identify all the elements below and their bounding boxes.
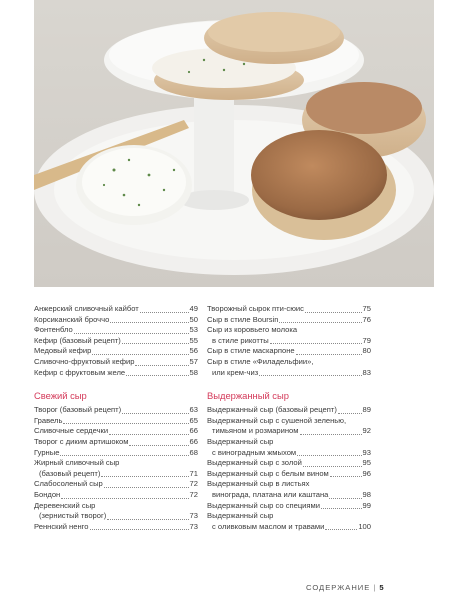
toc-leader-dots: [61, 498, 188, 499]
toc-entry-title: (зернистый творог): [39, 511, 107, 521]
toc-entry-page: 49: [189, 304, 198, 313]
toc-entry: [34, 479, 198, 490]
toc-entry: [34, 405, 198, 416]
toc-entry: [34, 469, 198, 480]
toc-entry: [207, 304, 371, 315]
toc-leader-dots: [321, 508, 362, 509]
toc-entry-title: Сыр в стиле Boursin: [207, 314, 279, 324]
toc-entry-page: 75: [362, 304, 371, 313]
toc-entry-page: 96: [362, 468, 371, 478]
toc-entry-title: Сыр в стиле маскарпоне: [207, 346, 295, 356]
toc-entry-title: Сыр в стиле «Филадельфии»,: [207, 356, 314, 366]
toc-entry: [207, 336, 371, 347]
toc-entry-title: Кефир (базовый рецепт): [34, 335, 121, 345]
toc-entry-title: Выдержанный сыр с белым вином: [207, 468, 329, 478]
toc-leader-dots: [300, 434, 362, 435]
toc-entry-title: Выдержанный сыр с золой: [207, 458, 302, 468]
toc-entry-title: Творожный сырок пти-сюис: [207, 304, 304, 313]
toc-entry: [207, 405, 371, 416]
toc-leader-dots: [270, 343, 362, 344]
toc-entry-page: 56: [189, 346, 198, 356]
toc-leader-dots: [330, 476, 362, 477]
toc-entry-title: Выдержанный сыр: [207, 436, 274, 446]
toc-entry: [207, 479, 371, 490]
toc-entry-title: Выдержанный сыр: [207, 511, 274, 521]
toc-section-heading: Свежий сыр: [34, 390, 87, 402]
toc-entry: [34, 448, 198, 459]
toc-leader-dots: [63, 423, 188, 424]
toc-leader-dots: [135, 365, 188, 366]
toc-leader-dots: [303, 466, 362, 467]
toc-section-heading: Выдержанный сыр: [207, 390, 289, 402]
toc-entry: [34, 511, 198, 522]
toc-entry-page: 76: [362, 314, 371, 324]
toc-entry: [207, 426, 371, 437]
toc-entry-title: Сливочно-фруктовый кефир: [34, 356, 135, 366]
toc-entry: [34, 501, 198, 512]
toc-entry-page: 89: [362, 405, 371, 415]
toc-entry: [34, 325, 198, 336]
toc-entry-page: 100: [358, 521, 371, 531]
toc-leader-dots: [110, 322, 188, 323]
toc-entry: [207, 368, 371, 379]
toc-leader-dots: [329, 498, 361, 499]
toc-entry-title: в стиле рикотты: [212, 335, 269, 345]
toc-entry-page: 58: [189, 367, 198, 377]
toc-entry: [34, 315, 198, 326]
toc-leader-dots: [129, 445, 188, 446]
toc-entry: [207, 437, 371, 448]
toc-entry: [207, 501, 371, 512]
toc-leader-dots: [297, 455, 361, 456]
toc-entry-title: тимьяном и розмарином: [212, 426, 299, 436]
toc-leader-dots: [109, 434, 188, 435]
toc-leader-dots: [101, 476, 188, 477]
toc-leader-dots: [279, 322, 361, 323]
toc-entry: [34, 490, 198, 501]
toc-entry: [207, 357, 371, 368]
page-number: 5: [379, 583, 384, 592]
toc-entry: [207, 469, 371, 480]
toc-entry-title: Жирный сливочный сыр: [34, 458, 120, 468]
toc-leader-dots: [122, 413, 188, 414]
toc-entry: [34, 416, 198, 427]
cheese-photo: [34, 0, 434, 287]
toc-entry: [34, 368, 198, 379]
toc-entry: [34, 336, 198, 347]
toc-entry-title: Сыр из коровьего молока: [207, 325, 298, 335]
toc-entry-title: (базовый рецепт): [39, 468, 101, 478]
toc-leader-dots: [296, 354, 362, 355]
toc-entry-title: Слабосоленый сыр: [34, 479, 103, 489]
toc-entry-title: Реннский ненго: [34, 521, 89, 531]
toc-entry: [207, 522, 371, 533]
toc-entry-title: Фонтенбло: [34, 325, 73, 335]
footer-separator: |: [373, 583, 377, 592]
toc-leader-dots: [90, 529, 189, 530]
toc-entry: [207, 511, 371, 522]
toc-entry-title: Гурные: [34, 447, 60, 457]
toc-leader-dots: [104, 487, 189, 488]
toc-leader-dots: [305, 312, 362, 313]
toc-entry-page: 93: [362, 447, 371, 457]
toc-entry: [34, 426, 198, 437]
toc-entry: [207, 490, 371, 501]
toc-entry-title: Медовый кефир: [34, 346, 92, 356]
toc-right-column: [207, 304, 371, 532]
toc-entry: [34, 522, 198, 533]
toc-entry-page: 53: [189, 325, 198, 335]
toc-entry-page: 99: [362, 500, 371, 510]
toc-entry-page: 98: [362, 489, 371, 499]
toc-entry: [34, 304, 198, 315]
toc-entry-title: с оливковым маслом и травами: [212, 521, 325, 531]
toc-leader-dots: [259, 375, 361, 376]
toc-entry-title: Творог с диким артишоком: [34, 436, 129, 446]
toc-entry-title: Выдержанный сыр с сушеной зеленью,: [207, 415, 347, 425]
toc-entry-title: Деревенский сыр: [34, 500, 96, 510]
toc-leader-dots: [126, 375, 188, 376]
toc-entry-title: Гравель: [34, 415, 63, 425]
toc-entry-title: или крем-чиз: [212, 367, 259, 377]
toc-entry-page: 66: [189, 426, 198, 436]
toc-entry-page: 95: [362, 458, 371, 468]
toc-entry-page: 83: [362, 367, 371, 377]
toc-entry-page: 72: [189, 479, 198, 489]
toc-entry: [34, 437, 198, 448]
toc-entry: [34, 357, 198, 368]
toc-left-column: [34, 304, 198, 532]
toc-entry-page: 73: [189, 521, 198, 531]
toc-leader-dots: [325, 529, 357, 530]
toc-entry: [207, 325, 371, 336]
toc-leader-dots: [140, 312, 189, 313]
toc-entry: [34, 346, 198, 357]
toc-leader-dots: [107, 519, 188, 520]
footer-label: СОДЕРЖАНИЕ: [306, 583, 371, 592]
toc-entry-title: Выдержанный сыр (базовый рецепт): [207, 405, 337, 415]
toc-entry-page: 79: [362, 335, 371, 345]
toc-entry-title: Анжерский сливочный кайбот: [34, 304, 139, 313]
toc-entry: [207, 448, 371, 459]
toc-leader-dots: [92, 354, 188, 355]
toc-entry-title: Выдержанный сыр в листьях: [207, 479, 310, 489]
toc-entry: [207, 315, 371, 326]
toc-entry-page: 57: [189, 356, 198, 366]
toc-entry-page: 66: [189, 436, 198, 446]
toc-entry-page: 55: [189, 335, 198, 345]
toc-entry-title: винограда, платана или каштана: [212, 489, 329, 499]
page-footer: [306, 583, 384, 592]
toc-entry: [34, 458, 198, 469]
toc-entry-page: 68: [189, 447, 198, 457]
toc-leader-dots: [338, 413, 362, 414]
toc-entry-page: 72: [189, 489, 198, 499]
toc-leader-dots: [122, 343, 189, 344]
toc-entry: [207, 458, 371, 469]
toc-entry-page: 71: [189, 468, 198, 478]
toc-leader-dots: [60, 455, 188, 456]
toc-entry-page: 73: [189, 511, 198, 521]
toc-entry-page: 63: [189, 405, 198, 415]
toc-entry-page: 65: [189, 415, 198, 425]
toc-entry-title: Творог (базовый рецепт): [34, 405, 122, 415]
toc-leader-dots: [74, 333, 189, 334]
toc-entry: [207, 346, 371, 357]
toc-entry-title: Бондон: [34, 489, 61, 499]
toc-entry-title: с виноградным жмыхом: [212, 447, 297, 457]
toc-entry: [207, 416, 371, 427]
toc-entry-page: 92: [362, 426, 371, 436]
toc-entry-page: 50: [189, 314, 198, 324]
toc-entry-title: Корсиканский броччо: [34, 314, 110, 324]
toc-entry-title: Кефир с фруктовым желе: [34, 367, 126, 377]
toc-entry-title: Выдержанный сыр со специями: [207, 500, 321, 510]
toc-entry-page: 80: [362, 346, 371, 356]
toc-entry-title: Сливочные сердечки: [34, 426, 109, 436]
